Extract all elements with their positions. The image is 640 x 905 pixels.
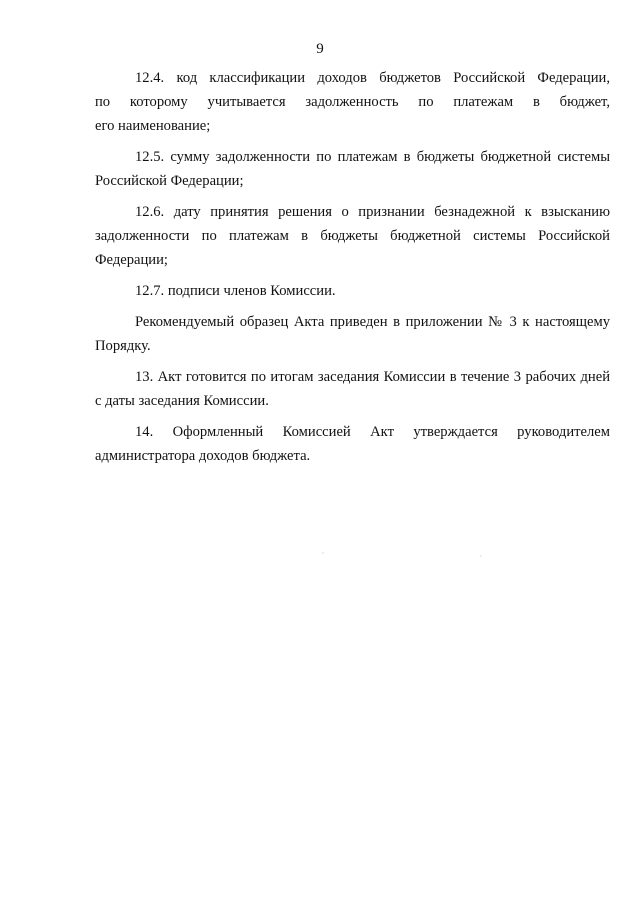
paragraph-line: Российской Федерации; xyxy=(95,173,244,189)
paragraph-sample-act xyxy=(95,310,610,358)
paragraph-line: его наименование; xyxy=(95,118,211,134)
paragraph-line: Федерации; xyxy=(95,252,168,268)
paragraph-12-6 xyxy=(95,200,610,272)
paragraph-line: задолженности по платежам в бюджеты бюджетной системы Российской xyxy=(95,228,610,244)
paragraph-line: 12.4. код классификации доходов бюджетов Российской Федерации, xyxy=(135,70,610,86)
scan-speck xyxy=(322,552,323,553)
paragraph-line: 12.7. подписи членов Комиссии. xyxy=(135,283,336,299)
paragraph-line: Порядку. xyxy=(95,338,151,354)
paragraph-line: Рекомендуемый образец Акта приведен в приложении № 3 к настоящему xyxy=(135,314,610,330)
paragraph-line: 14. Оформленный Комиссией Акт утверждается руководителем xyxy=(135,424,610,440)
paragraph-line: с даты заседания Комиссии. xyxy=(95,393,269,409)
paragraph-14 xyxy=(95,420,610,468)
page-number: 9 xyxy=(316,41,324,57)
paragraph-12-5 xyxy=(95,145,610,193)
paragraph-12-4 xyxy=(95,66,610,138)
paragraph-line: 12.6. дату принятия решения о признании безнадежной к взысканию xyxy=(135,204,610,220)
paragraph-line: по которому учитывается задолженность по платежам в бюджет, xyxy=(95,94,610,110)
paragraph-13 xyxy=(95,365,610,413)
paragraph-12-7 xyxy=(95,279,610,303)
scan-speck xyxy=(480,555,481,556)
paragraph-line: 13. Акт готовится по итогам заседания Комиссии в течение 3 рабочих дней xyxy=(135,369,610,385)
paragraph-line: администратора доходов бюджета. xyxy=(95,448,311,464)
paragraph-line: 12.5. сумму задолженности по платежам в бюджеты бюджетной системы xyxy=(135,149,610,165)
document-body xyxy=(95,66,610,475)
